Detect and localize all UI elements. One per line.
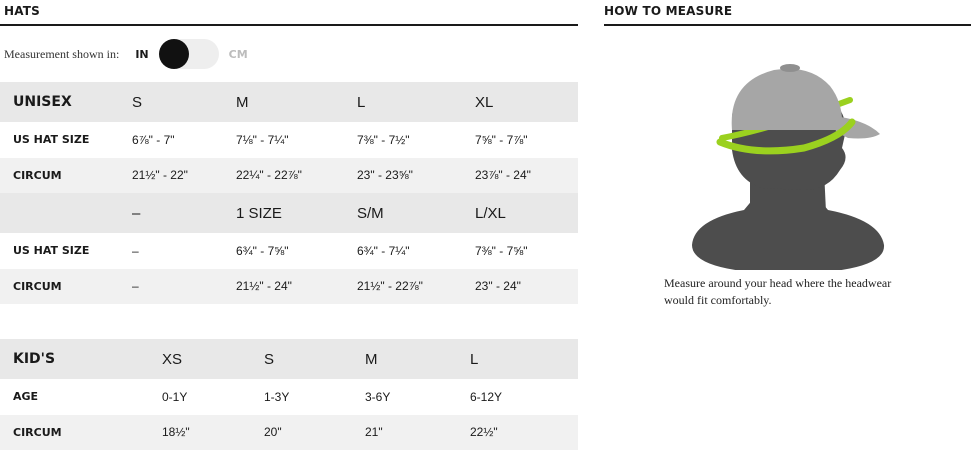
- table-cell: 20": [264, 415, 365, 451]
- row-label: US HAT SIZE: [13, 244, 90, 258]
- table-header-cell: S: [132, 82, 236, 122]
- table-header-cell: XL: [475, 82, 578, 122]
- table-cell: 22½": [470, 415, 578, 451]
- unit-in-option[interactable]: IN: [135, 47, 149, 61]
- table-row: [0, 233, 578, 269]
- how-to-measure-section: [604, 0, 971, 309]
- row-label: CIRCUM: [0, 158, 132, 194]
- table-cell: 21½" - 22": [132, 158, 236, 194]
- hats-title: HATS: [0, 0, 578, 26]
- unit-toggle-row: [0, 26, 578, 82]
- table-header-cell: KID'S: [0, 339, 162, 379]
- table-header-cell: 1 SIZE: [236, 193, 357, 233]
- table-cell: 21½" - 22⅞": [357, 269, 475, 305]
- cap-button: [780, 64, 800, 72]
- table-cell: 0-1Y: [162, 389, 188, 404]
- table-header-cell: M: [365, 339, 470, 379]
- table-cell: 23⅞" - 24": [475, 158, 578, 194]
- table-cell: 6¾" - 7⅝": [236, 243, 289, 258]
- table-cell: 18½": [162, 415, 264, 451]
- table-cell: 1-3Y: [264, 389, 290, 404]
- table-header-cell: UNISEX: [0, 82, 132, 122]
- table-cell: 23" - 24": [475, 269, 578, 305]
- cap-crown: [732, 69, 843, 130]
- row-label: CIRCUM: [0, 415, 162, 451]
- table-row: [0, 158, 578, 194]
- table-cell: 7⅝" - 7⅞": [475, 132, 528, 147]
- unit-toggle-switch[interactable]: [159, 39, 219, 69]
- row-label: CIRCUM: [0, 269, 132, 305]
- table-header-cell: XS: [162, 339, 264, 379]
- table-cell: 6¾" - 7¼": [357, 243, 410, 258]
- table-header-cell: L/XL: [475, 193, 578, 233]
- table-cell: 7⅜" - 7⅝": [475, 243, 528, 258]
- table-cell: –: [132, 243, 139, 258]
- table-header-cell: [0, 193, 132, 233]
- unit-cm-option[interactable]: CM: [228, 47, 248, 61]
- table-header-cell: –: [132, 193, 236, 233]
- measure-illustration: [604, 30, 971, 270]
- table-row: [0, 269, 578, 305]
- measurement-label: Measurement shown in:: [4, 46, 120, 61]
- measure-instructions: Measure around your head where the headwear would fit comfortably.: [664, 276, 892, 307]
- table-cell: 21½" - 24": [236, 269, 357, 305]
- how-to-measure-title: HOW TO MEASURE: [604, 0, 971, 26]
- head-with-cap-measuring-tape-icon: [604, 30, 971, 260]
- table-header-cell: M: [236, 82, 357, 122]
- table-cell: 7⅛" - 7¼": [236, 132, 289, 147]
- table-row: [0, 122, 578, 158]
- table-cell: 6⅞" - 7": [132, 132, 175, 147]
- table-row: [0, 415, 578, 451]
- table-header-row: [0, 339, 578, 379]
- kids-size-table: [0, 339, 578, 450]
- table-cell: 6-12Y: [470, 389, 503, 404]
- table-header-row: [0, 193, 578, 233]
- table-cell: –: [132, 269, 236, 305]
- row-label: AGE: [13, 390, 39, 404]
- table-row: [0, 379, 578, 415]
- toggle-knob: [159, 39, 189, 69]
- table-cell: 21": [365, 415, 470, 451]
- table-cell: 3-6Y: [365, 389, 391, 404]
- unisex-size-table: [0, 82, 578, 304]
- table-cell: 7⅜" - 7½": [357, 132, 410, 147]
- table-header-cell: L: [357, 82, 475, 122]
- row-label: US HAT SIZE: [13, 133, 90, 147]
- table-cell: 22¼" - 22⅞": [236, 158, 357, 194]
- table-header-cell: L: [470, 339, 578, 379]
- table-header-row: [0, 82, 578, 122]
- table-header-cell: S/M: [357, 193, 475, 233]
- table-header-cell: S: [264, 339, 365, 379]
- table-cell: 23" - 23⅝": [357, 158, 475, 194]
- section-spacer: [0, 304, 578, 339]
